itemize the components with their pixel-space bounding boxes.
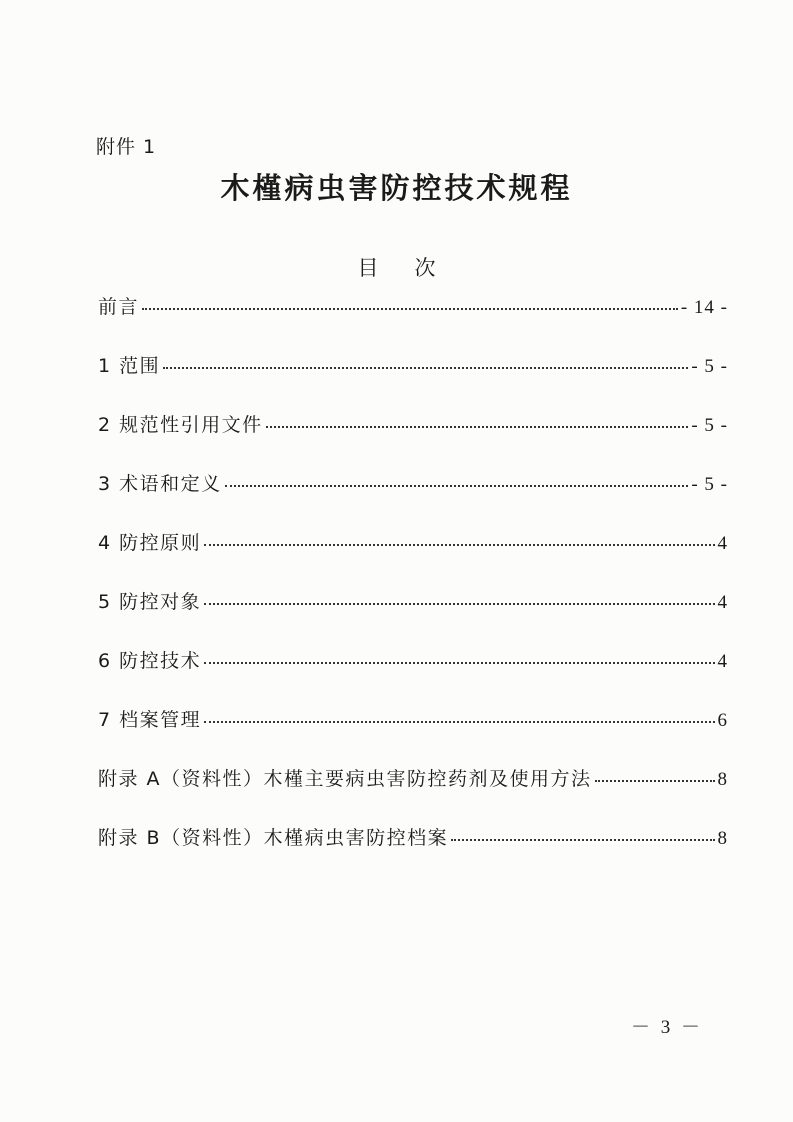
toc-heading-part2: 次 bbox=[414, 256, 436, 280]
toc-entry-scope[interactable] bbox=[98, 351, 728, 410]
toc-entry-page: 8 bbox=[717, 769, 728, 790]
toc-leader-dots bbox=[225, 485, 689, 487]
toc-entry-page: - 5 - bbox=[691, 356, 728, 377]
toc-entry-normative-references[interactable] bbox=[98, 410, 728, 469]
toc-entry-label: 5 防控对象 bbox=[98, 591, 202, 613]
toc-heading bbox=[0, 252, 793, 282]
toc-entry-appendix-a[interactable] bbox=[98, 764, 728, 823]
toc-entry-label: 附录 A（资料性）木槿主要病虫害防控药剂及使用方法 bbox=[98, 768, 592, 790]
toc-leader-dots bbox=[163, 367, 688, 369]
toc-entry-principles[interactable] bbox=[98, 528, 728, 587]
toc-entry-label: 7 档案管理 bbox=[98, 709, 202, 731]
toc-leader-dots bbox=[451, 839, 714, 841]
toc-entry-targets[interactable] bbox=[98, 587, 728, 646]
toc-entry-label: 前言 bbox=[98, 296, 140, 318]
toc-entry-page: 4 bbox=[717, 651, 728, 672]
toc-leader-dots bbox=[595, 780, 715, 782]
toc-heading-part1: 目 bbox=[357, 256, 379, 280]
toc-leader-dots bbox=[204, 662, 714, 664]
toc-leader-dots bbox=[266, 426, 689, 428]
toc-leader-dots bbox=[204, 603, 714, 605]
toc-leader-dots bbox=[142, 308, 678, 310]
toc-entry-label: 3 术语和定义 bbox=[98, 473, 222, 495]
toc-entry-label: 2 规范性引用文件 bbox=[98, 414, 263, 436]
toc-entry-label: 1 范围 bbox=[98, 355, 161, 377]
document-title: 木槿病虫害防控技术规程 bbox=[220, 171, 573, 205]
table-of-contents bbox=[98, 292, 728, 882]
toc-entry-page: 4 bbox=[717, 533, 728, 554]
toc-entry-page: - 5 - bbox=[691, 474, 728, 495]
attachment-label: 附件 1 bbox=[96, 136, 157, 158]
toc-entry-page: 6 bbox=[717, 710, 728, 731]
toc-entry-label: 4 防控原则 bbox=[98, 532, 202, 554]
toc-entry-label: 附录 B（资料性）木槿病虫害防控档案 bbox=[98, 827, 449, 849]
toc-entry-terms[interactable] bbox=[98, 469, 728, 528]
toc-entry-preface[interactable] bbox=[98, 292, 728, 351]
toc-entry-label: 6 防控技术 bbox=[98, 650, 202, 672]
toc-entry-page: - 5 - bbox=[691, 415, 728, 436]
toc-entry-page: - 14 - bbox=[680, 297, 728, 318]
page-number: － 3 － bbox=[630, 1017, 703, 1038]
toc-entry-records[interactable] bbox=[98, 705, 728, 764]
toc-entry-techniques[interactable] bbox=[98, 646, 728, 705]
toc-entry-page: 8 bbox=[717, 828, 728, 849]
toc-leader-dots bbox=[204, 544, 714, 546]
toc-entry-page: 4 bbox=[717, 592, 728, 613]
toc-entry-appendix-b[interactable] bbox=[98, 823, 728, 882]
toc-leader-dots bbox=[204, 721, 714, 723]
